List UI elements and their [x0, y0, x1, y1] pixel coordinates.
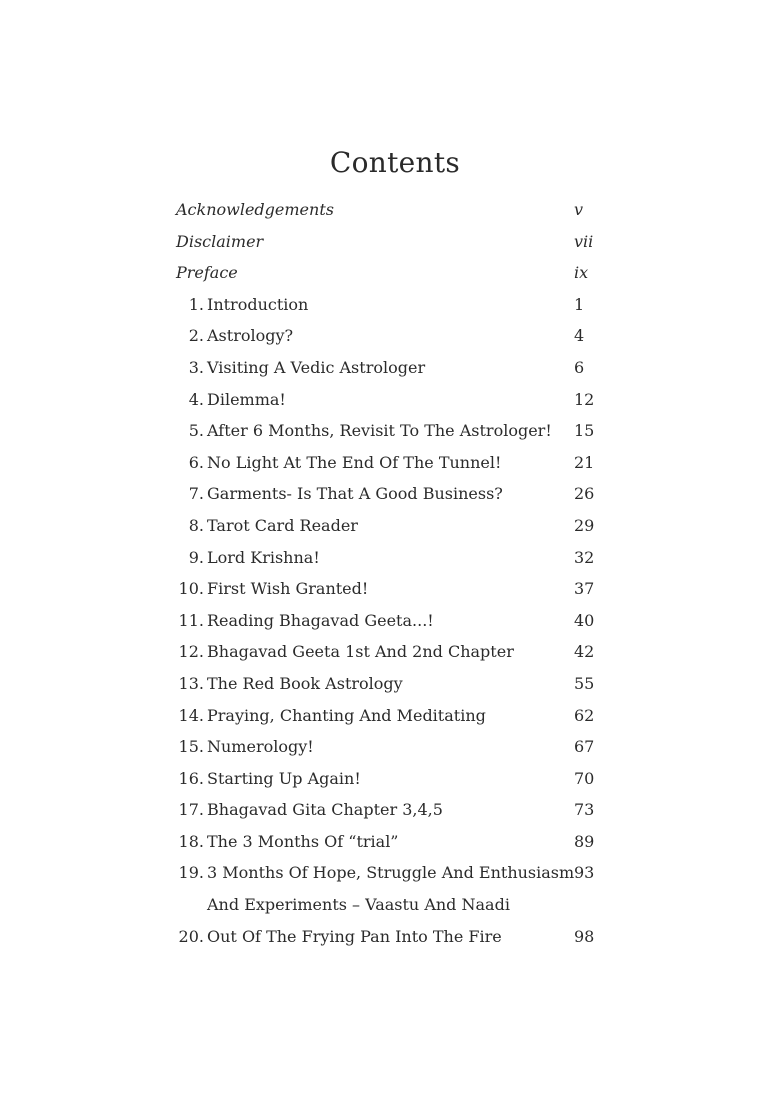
toc-entry-number: 3.	[188, 357, 204, 377]
toc-entry-chapter	[0, 700, 780, 732]
toc-entry-chapter	[0, 447, 780, 479]
toc-entry-disclaimer	[0, 226, 780, 258]
toc-entry-page: 70	[574, 768, 595, 788]
toc-entry-label: Dilemma!	[207, 389, 286, 409]
toc-entry-label: Preface	[176, 263, 238, 283]
toc-entry-chapter	[0, 826, 780, 858]
table-of-contents	[0, 194, 780, 952]
toc-entry-page: 98	[574, 926, 595, 946]
toc-entry-page: v	[574, 200, 584, 219]
toc-entry-page: 55	[574, 673, 595, 693]
toc-entry-number: 7.	[188, 484, 204, 504]
toc-entry-chapter	[0, 289, 780, 321]
toc-entry-chapter	[0, 763, 780, 795]
toc-entry-page: 37	[574, 579, 595, 599]
toc-entry-number: 4.	[188, 389, 204, 409]
toc-entry-number: 12.	[178, 642, 204, 662]
toc-entry-chapter	[0, 510, 780, 542]
toc-entry-number: 5.	[188, 421, 204, 441]
toc-entry-page: 67	[574, 737, 595, 757]
toc-entry-label: Bhagavad Gita Chapter 3,4,5	[207, 800, 443, 820]
toc-entry-label: Praying, Chanting And Meditating	[207, 705, 486, 725]
toc-entry-label: Bhagavad Geeta 1st And 2nd Chapter	[207, 642, 514, 662]
toc-entry-page: 73	[574, 800, 595, 820]
toc-entry-chapter	[0, 857, 780, 889]
toc-entry-page: vii	[574, 231, 594, 251]
toc-entry-label: After 6 Months, Revisit To The Astrologer!	[207, 421, 552, 441]
toc-entry-page: 42	[574, 642, 595, 662]
toc-entry-label: The 3 Months Of “trial”	[207, 831, 399, 851]
toc-entry-chapter	[0, 384, 780, 416]
toc-entry-page: 40	[574, 610, 595, 630]
toc-entry-page: 62	[574, 705, 595, 725]
toc-entry-label: Disclaimer	[176, 231, 264, 251]
toc-entry-label: Introduction	[207, 294, 309, 314]
toc-entry-number: 15.	[178, 737, 204, 757]
toc-entry-acknowledgements	[0, 194, 780, 226]
toc-entry-page: 4	[574, 326, 585, 346]
toc-entry-label: Garments- Is That A Good Business?	[207, 484, 503, 504]
toc-entry-chapter	[0, 636, 780, 668]
toc-entry-page: 12	[574, 389, 595, 409]
toc-entry-chapter	[0, 320, 780, 352]
toc-entry-label: Visiting A Vedic Astrologer	[207, 357, 426, 377]
toc-entry-page: ix	[574, 263, 589, 283]
toc-entry-number: 11.	[178, 610, 204, 630]
toc-entry-chapter	[0, 731, 780, 763]
toc-entry-page: 21	[574, 452, 595, 472]
toc-entry-chapter	[0, 794, 780, 826]
page-title: Contents	[329, 146, 461, 179]
toc-entry-label: First Wish Granted!	[207, 579, 369, 599]
toc-entry-label: Tarot Card Reader	[207, 515, 358, 535]
toc-entry-number: 8.	[188, 515, 204, 535]
toc-entry-label: Acknowledgements	[176, 200, 334, 219]
toc-entry-label: Numerology!	[207, 737, 314, 757]
toc-entry-label: Reading Bhagavad Geeta...!	[207, 610, 434, 630]
toc-entry-number: 17.	[178, 800, 204, 820]
toc-entry-label-continued: And Experiments – Vaastu And Naadi	[207, 895, 510, 915]
toc-entry-page: 26	[574, 484, 595, 504]
toc-entry-label: 3 Months Of Hope, Struggle And Enthusiasm	[207, 863, 575, 883]
toc-entry-preface	[0, 257, 780, 289]
toc-entry-page: 15	[574, 421, 595, 441]
toc-entry-chapter	[0, 921, 780, 953]
toc-entry-chapter	[0, 668, 780, 700]
toc-entry-chapter	[0, 573, 780, 605]
toc-entry-number: 2.	[188, 326, 204, 346]
toc-entry-chapter	[0, 352, 780, 384]
toc-entry-page: 29	[574, 515, 595, 535]
toc-entry-label: Starting Up Again!	[207, 768, 361, 788]
toc-entry-chapter	[0, 542, 780, 574]
toc-entry-label: Out Of The Frying Pan Into The Fire	[207, 926, 502, 946]
toc-entry-label: Lord Krishna!	[207, 547, 320, 567]
toc-entry-number: 10.	[178, 579, 204, 599]
toc-entry-number: 19.	[178, 863, 204, 883]
toc-entry-number: 18.	[178, 831, 204, 851]
toc-entry-number: 13.	[178, 673, 204, 693]
toc-entry-number: 6.	[188, 452, 204, 472]
toc-entry-page: 32	[574, 547, 595, 567]
toc-entry-page: 93	[574, 863, 595, 883]
toc-entry-chapter	[0, 415, 780, 447]
toc-entry-number: 1.	[188, 294, 204, 314]
toc-entry-label: The Red Book Astrology	[207, 673, 403, 693]
toc-entry-chapter	[0, 605, 780, 637]
toc-entry-continuation	[0, 889, 780, 921]
toc-entry-number: 20.	[178, 926, 204, 946]
toc-entry-chapter	[0, 478, 780, 510]
toc-entry-page: 89	[574, 831, 595, 851]
toc-entry-page: 6	[574, 357, 585, 377]
toc-entry-number: 14.	[178, 705, 204, 725]
toc-entry-label: No Light At The End Of The Tunnel!	[207, 452, 502, 472]
toc-entry-label: Astrology?	[207, 326, 294, 346]
toc-entry-page: 1	[574, 294, 585, 314]
toc-entry-number: 9.	[188, 547, 204, 567]
toc-entry-number: 16.	[178, 768, 204, 788]
